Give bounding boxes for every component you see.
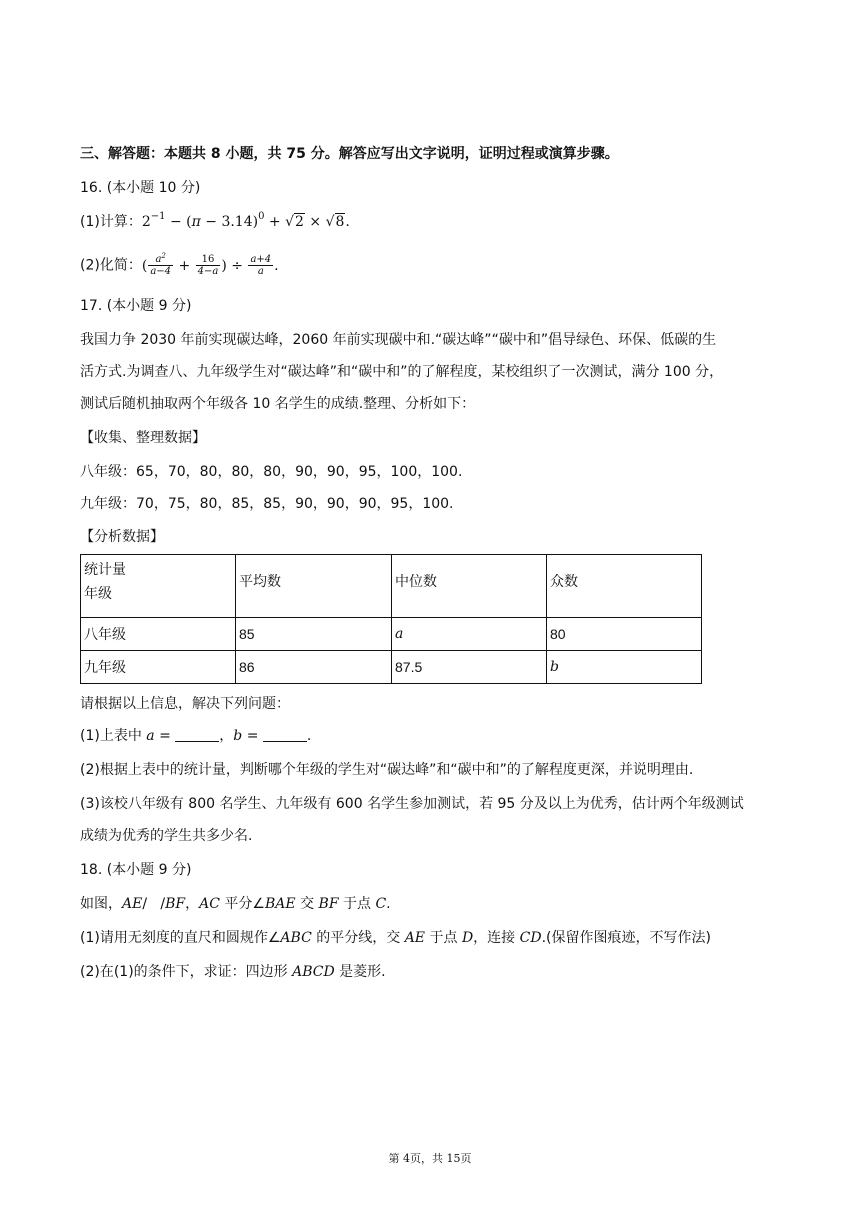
column-header-mode: 众数 bbox=[547, 555, 702, 618]
q16-part1-expression: $2^{-1} - (\pi - 3.14)^0 + √2 \times √8$. bbox=[141, 211, 350, 230]
q18-part2: (2)在(1)的条件下，求证：四边形 ABCD 是菱形. bbox=[80, 964, 386, 980]
q17-intro-line-1: 我国力争 2030 年前实现碳达峰，2060 年前实现碳中和.“碳达峰”“碳中和”倡导绿色、环保、低碳的生 bbox=[80, 332, 717, 348]
section-heading: 三、解答题：本题共 8 小题，共 75 分。解答应写出文字说明，证明过程或演算步骤。 bbox=[80, 146, 619, 162]
answer-blank-b[interactable] bbox=[263, 727, 307, 742]
q18-part1-prefix: (1)请用无刻度的直尺和圆规作 bbox=[80, 930, 268, 946]
q17-part3-line-1: (3)该校八年级有 800 名学生、九年级有 600 名学生参加测试，若 95 分及以上为优秀，估计两个年级测试 bbox=[80, 796, 744, 812]
q17-intro-line-2: 活方式.为调查八、九年级学生对“碳达峰”和“碳中和”的了解程度，某校组织了一次测试，满分 100 分， bbox=[80, 364, 724, 380]
collect-data-title: 【收集、整理数据】 bbox=[80, 430, 206, 446]
q16-part1 bbox=[80, 212, 782, 232]
q17-part3-line-2: 成绩为优秀的学生共多少名. bbox=[80, 828, 253, 844]
q17-prompt: 请根据以上信息，解决下列问题： bbox=[80, 696, 290, 712]
q16-part1-label: (1)计算： bbox=[80, 214, 142, 230]
grade8-scores: 八年级：65，70，80，80，80，90，90，95，100，100. bbox=[80, 464, 463, 480]
q18-intro-prefix: 如图， bbox=[80, 896, 122, 912]
column-header-mean: 平均数 bbox=[236, 555, 392, 618]
q18-header: 18. (本小题 9 分) bbox=[80, 862, 192, 878]
q17-header: 17. (本小题 9 分) bbox=[80, 298, 192, 314]
q18-part2-prefix: (2)在(1)的条件下，求证：四边形 bbox=[80, 964, 293, 980]
q18-intro: 如图，AE/ /BF，AC 平分∠BAE 交 BF 于点 C. bbox=[80, 896, 391, 912]
q17-part1: (1)上表中 a = ，b = . bbox=[80, 728, 312, 744]
answer-blank-a[interactable] bbox=[175, 727, 219, 742]
statistics-table bbox=[80, 554, 702, 684]
row-median-value: a bbox=[392, 618, 547, 651]
table-corner-cell bbox=[81, 555, 236, 618]
q16-part2-label: (2)化简： bbox=[80, 257, 142, 274]
grade9-scores: 九年级：70，75，80，85，85，90，90，90，95，100. bbox=[80, 496, 454, 512]
analyze-data-title: 【分析数据】 bbox=[80, 529, 164, 545]
row-grade-label: 八年级 bbox=[81, 618, 236, 651]
page-footer: 第 4页，共 15页 bbox=[388, 1152, 472, 1165]
row-grade-label: 九年级 bbox=[81, 651, 236, 684]
q17-part2: (2)根据上表中的统计量，判断哪个年级的学生对“碳达峰”和“碳中和”的了解程度更深，并说明理由. bbox=[80, 762, 694, 778]
table-row bbox=[81, 618, 702, 651]
row-median-value: 87.5 bbox=[392, 651, 547, 684]
corner-top-label: 统计量 bbox=[84, 561, 126, 577]
row-mean-value: 85 bbox=[236, 618, 392, 651]
column-header-median: 中位数 bbox=[392, 555, 547, 618]
row-mean-value: 86 bbox=[236, 651, 392, 684]
row-mode-value: 80 bbox=[547, 618, 702, 651]
q16-part2-expression: ( $\frac{a^2}{a-4}$ + $\frac{16}{4-a}$ ) ÷ $\frac{a+4}{a}$ . bbox=[141, 252, 279, 277]
q16-header: 16. (本小题 10 分) bbox=[80, 180, 201, 196]
table-header-row bbox=[81, 555, 702, 618]
q17-part1-prefix: (1)上表中 bbox=[80, 728, 147, 744]
row-mode-value: b bbox=[547, 651, 702, 684]
table-row bbox=[81, 651, 702, 684]
q18-part1-tail: (保留作图痕迹，不写作法) bbox=[546, 930, 711, 946]
corner-bottom-label: 年级 bbox=[84, 585, 112, 601]
q16-part2 bbox=[80, 254, 782, 277]
q18-part1: (1)请用无刻度的直尺和圆规作∠ABC 的平分线，交 AE 于点 D，连接 CD.(保留作图痕迹，不写作法) bbox=[80, 930, 711, 946]
q17-intro-line-3: 测试后随机抽取两个年级各 10 名学生的成绩.整理、分析如下： bbox=[80, 396, 476, 412]
